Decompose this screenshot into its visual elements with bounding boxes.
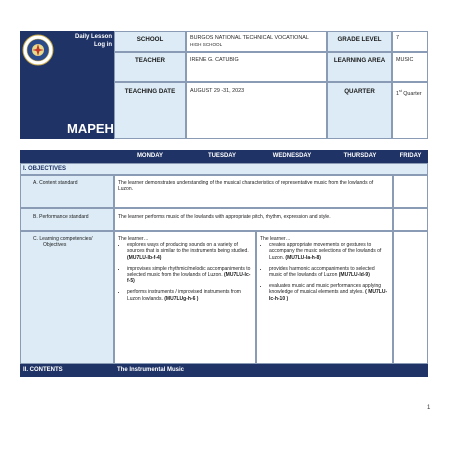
contents-row xyxy=(20,364,428,377)
grade-value: 7 xyxy=(396,35,399,41)
list-item: • performs instruments / improvised instruments from Luzon lowlands. (MU7LUg-h-6 ) xyxy=(127,289,252,301)
day-friday: FRIDAY xyxy=(399,153,422,159)
performance-standard-label: B. Performance standard xyxy=(33,214,89,220)
col2-intro: The learner… xyxy=(260,236,291,242)
grade-label-cell xyxy=(327,31,392,52)
content-standard-label-cell xyxy=(20,175,114,208)
day-monday: MONDAY xyxy=(136,153,164,159)
list-item: • improvises simple rhythmic/melodic accompaniments to selected music from the lowlands of Luzon. (MU7LU-Ic-f-5) xyxy=(127,266,252,285)
content-standard-cell xyxy=(114,175,393,208)
competencies-label-line2: Objectives xyxy=(43,242,67,249)
objectives-title: I. OBJECTIVES xyxy=(23,166,67,172)
deped-seal-icon xyxy=(22,34,54,66)
contents-text: The Instrumental Music xyxy=(117,367,185,373)
school-value-line1: BURGOS NATIONAL TECHNICAL VOCATIONAL xyxy=(190,35,309,41)
day-thursday: THURSDAY xyxy=(343,153,377,159)
school-value-line2: HIGH SCHOOL xyxy=(190,41,223,47)
performance-standard-label-cell xyxy=(20,208,114,231)
daily-lesson-label: Daily Lesson xyxy=(74,34,112,40)
learning-area-value-cell xyxy=(392,52,428,82)
content-standard-text: The learner demonstrates understanding of the musical characteristics of representative music from the lowlands of Luzon. xyxy=(118,180,374,193)
competencies-label-line1: C. Learning competencies/ xyxy=(33,236,93,242)
competencies-friday-cell xyxy=(393,231,428,364)
grade-label: GRADE LEVEL xyxy=(337,36,382,43)
competencies-col1 xyxy=(114,231,256,364)
teacher-value-cell xyxy=(186,52,327,82)
content-standard-label: A. Content standard xyxy=(33,180,78,186)
contents-title: II. CONTENTS xyxy=(23,367,63,373)
list-item: • creates appropriate movements or gestures to accompany the music selections of the lowlands of Luzon. (MU7LU-Ia-h-8) xyxy=(269,242,389,261)
grade-value-cell xyxy=(392,31,428,52)
teaching-date-label-cell xyxy=(114,82,186,139)
teacher-label-cell xyxy=(114,52,186,82)
performance-standard-friday-cell xyxy=(393,208,428,231)
quarter-label: QUARTER xyxy=(344,88,375,95)
log-in-label: Log in xyxy=(94,42,112,48)
teacher-label: TEACHER xyxy=(135,57,165,64)
quarter-value: 1st Quarter xyxy=(396,89,422,97)
page-number: 1 xyxy=(427,405,431,411)
school-label: SCHOOL xyxy=(136,36,164,43)
objectives-title-row xyxy=(20,163,428,175)
school-value-cell xyxy=(186,31,327,52)
col1-list xyxy=(118,242,252,302)
quarter-value-cell xyxy=(392,82,428,139)
list-item: • provides harmonic accompaniments to selected music of the lowlands of Luzon (MU7LU-Id-9) xyxy=(269,266,389,278)
list-item: • explores ways of producing sounds on a variety of sources that is similar to the instruments being studied. (MU7LU-Ib-f-4) xyxy=(127,242,252,261)
list-item: • evaluates music and music performances applying knowledge of musical elements and styles. ( MU7LU-Ic-h-10 ) xyxy=(269,283,389,302)
day-tuesday: TUESDAY xyxy=(207,153,237,159)
header-left-panel xyxy=(20,31,114,139)
subject-title: MAPEH xyxy=(67,121,114,136)
competencies-label-cell xyxy=(20,231,114,364)
col1-intro: The learner… xyxy=(118,236,149,242)
teaching-date-label: TEACHING DATE xyxy=(124,88,176,95)
learning-area-label: LEARNING AREA xyxy=(333,57,386,64)
performance-standard-cell xyxy=(114,208,393,231)
learning-area-label-cell xyxy=(327,52,392,82)
school-label-cell xyxy=(114,31,186,52)
learning-area-value: MUSIC xyxy=(396,57,414,63)
performance-standard-text: The learner performs music of the lowlands with appropriate pitch, rhythm, expression and style. xyxy=(118,214,331,220)
day-wednesday: WEDNESDAY xyxy=(272,153,312,159)
teacher-value: IRENE G. CATUBIG xyxy=(190,57,239,63)
competencies-col2 xyxy=(256,231,393,364)
col2-list xyxy=(260,242,389,302)
content-standard-friday-cell xyxy=(393,175,428,208)
quarter-label-cell xyxy=(327,82,392,139)
teaching-date-value: AUGUST 29 -31, 2023 xyxy=(190,88,245,94)
teaching-date-value-cell xyxy=(186,82,327,139)
